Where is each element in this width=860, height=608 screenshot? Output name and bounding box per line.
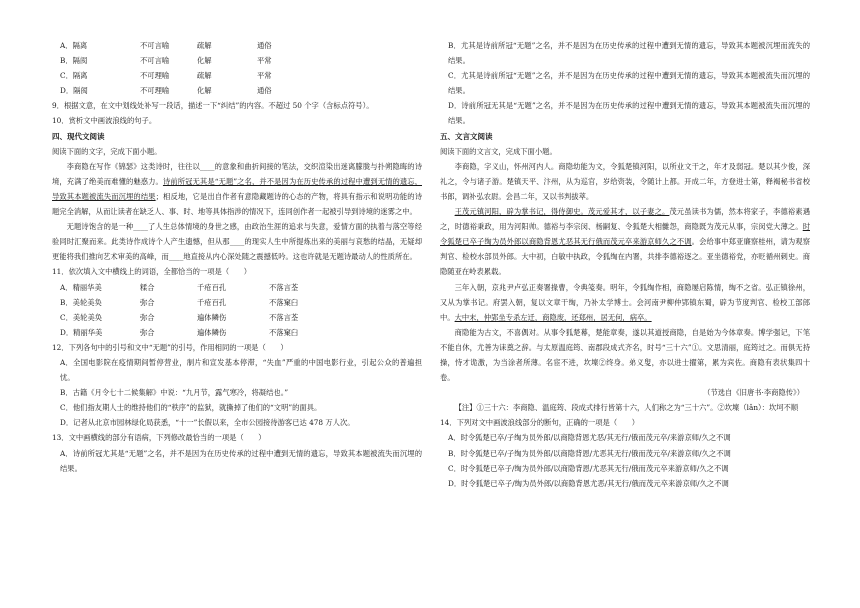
section-heading: 五、文言文阅读 (440, 131, 493, 141)
underlined-sentence: 大中末，仲郢坐专杀左迁，商隐废，还郑州，居无何，病卒。 (454, 312, 652, 322)
option-row: A．精丽华美 糅合 千疮百孔 不落言荃 (60, 282, 299, 292)
option-row: C．隔离 不可理喻 疏解 平常 (60, 71, 272, 81)
question-12-options (52, 355, 422, 430)
option-row: A．隔离 不可言喻 疏解 通俗 (60, 41, 272, 50)
option-d: D．时令狐楚已卒子/绹为员外郎/以商隐背恩尤恶/其无行/俄而茂元卒来游京师/久之不调 (448, 478, 729, 488)
question-11: 11．依次填入文中横线上的词语，全都恰当的一项是（ ） (52, 267, 252, 277)
question-13-options-cont (440, 38, 810, 129)
question-9: 9．根据文意，在文中划线处补写一段话，描述一下“纠结”的内容。不超过 50 个字（含标点符号）。 (52, 101, 374, 111)
classical-paragraph: 王茂元镇河阳，辟为掌书记，得侍御史。茂元爱其才，以子妻之。茂元虽读书为儒，然本将家子，李德裕素遇之，时德裕秉政，用为河阳帅。德裕与李宗闵、杨嗣复、令狐楚大相雠怨，商隐既为茂元从事，宗闵党大薄之。时令狐楚已卒子绹为员外郎以商隐背恩尤恶其无行俄而茂元卒来游京师久之不调。会给事中郑亚廉察桂州，请为观察判官、检校水部员外郎。大中初，白敏中执政，令狐绹在内署，共排李德裕逐之。亚坐德裕党，亦贬循州刺史。商隐随亚在岭表累载。 (440, 207, 811, 277)
option-row: B．美轮美奂 弥合 千疮百孔 不落窠臼 (60, 297, 299, 307)
passage-paragraph: 无题诗饱含的是一种____了人生总体情境的身世之感，由政治生涯的追求与失意，爱情方面的执着与落空等经验同时汇聚而来。此类诗作成诗个人产生遗憾，但从那____的现实人生中所提炼出来的美丽与哀愁的结晶，无疑却更能将我们推向艺术审美的高峰，而____地直接从内心深处随之震撼低吟。这也许就是无题诗最动人的性质所在。 (52, 222, 422, 262)
option-row: C．美轮美奂 弥合 遍体鳞伤 不落言荃 (60, 312, 299, 322)
section-heading: 四、现代文阅读 (52, 131, 105, 141)
question-10: 10．赏析文中画波浪线的句子。 (52, 116, 157, 126)
source-citation: （节选自《旧唐书·李商隐传》） (703, 388, 804, 398)
option-row: D．精丽华美 弥合 遍体鳞伤 不落窠臼 (60, 327, 299, 337)
option-row: B．隔阂 不可言喻 化解 平常 (60, 56, 272, 66)
reading-instruction: 阅读下面的文字，完成下面小题。 (52, 146, 162, 156)
wavy-underlined-sentence: 时令狐楚已卒子绹为员外郎以商隐背恩尤恶其无行俄而茂元卒来游京师久之不调 (440, 222, 810, 247)
question-14-options (440, 430, 810, 490)
question-14: 14．下列对文中画波浪线部分的断句，正确的一项是（ ） (440, 418, 640, 428)
left-column (52, 38, 422, 476)
option-c: C．尤其是诗前所冠“无题”之名，并不是因为在历史传承的过程中遭到无情的遗忘，导致其本题被流失而沉埋的结果。 (448, 71, 810, 96)
classical-paragraph: 商隐能为古文，不喜偶对。从事令狐楚幕，楚能章奏，遂以其道授商隐，自是始为今体章奏。博学强记，下笔不能自休，尤善为诔奠之辞。与太原温庭筠、南郡段成式齐名，时号“三十六”①。文思清丽，庭筠过之。而俱无持操，恃才诡激，为当涂者所薄。名宦不进，坎壈②终身。弟义叟，亦以进士擢第，累为宾佐。商隐有表状集四十卷。 (440, 327, 810, 383)
reading-instruction: 阅读下面的文言文，完成下面小题。 (440, 146, 557, 156)
option-a: A．时令狐楚已卒/子绹为员外郎/以商隐背恩尤恶/其无行/俄而茂元卒/来游京师/久之不调 (448, 433, 731, 443)
right-column (440, 38, 810, 491)
option-a: A．诗前所冠尤其是“无题”之名，并不是因为在历史传承的过程中遭到无情的遗忘，导致其本题被流失而沉埋的结果。 (60, 448, 422, 473)
underlined-sentence: 王茂元镇河阳，辟为掌书记，得侍御史。茂元爱其才，以子妻之。 (454, 207, 670, 217)
option-a: A．全国电影院在疫情期间暂停营业，制片和宣发基本停滞，“失血”严重的中国电影行业，引起公众的普遍担忧。 (60, 357, 422, 383)
question-12: 12．下列各句中的引号和文中“无题”的引号，作用相同的一项是（ ） (52, 342, 288, 352)
option-b: B．时令狐楚已卒/子绹为员外郎/以商隐背恩/尤恶其无行/俄而茂元卒/来游京师/久之不调 (448, 448, 731, 458)
footnote: 【注】①三十六：李商隐、温庭筠、段成式排行皆第十六，人们称之为“三十六”。②坎壈（lǎn）：坎坷不顺 (454, 403, 799, 413)
question-13: 13．文中画横线的部分有语病，下列修改最恰当的一项是（ ） (52, 433, 266, 443)
underlined-sentence: 诗前所冠无其是“无题”之名，并不是因为在历史传承的过程中遭到无情的遗忘，导致其本题被流失而沉埋的结果 (52, 176, 422, 201)
option-b: B．古籍《月令七十二候集解》中说：“九月节，露气寒冷，将凝结也。” (60, 388, 289, 398)
option-d: D．诗前所冠无其是“无题”之名，并不是因为在历史传承的过程中遭到无情的遗忘，导致其本题被流失而沉埋的结果。 (448, 101, 810, 126)
option-b: B．尤其是诗前所冠“无题”之名，并不是因为在历史传承的过程中遭到无情的遗忘，导致其本题被沉埋而流失的结果。 (448, 41, 810, 66)
option-row: D．隔阂 不可理喻 化解 通俗 (60, 86, 272, 96)
passage-paragraph: 李商隐在写作《锦瑟》这类诗时，往往以____的意象和曲折间接的笔法，交织渲染出迷离朦胧与扑朔隐晦的诗境，充满了绝美而难懂的魅惑力。诗前所冠无其是“无题”之名，并不是因为在历史传承的过程中遭到无情的遗忘，导致其本题被流失而沉埋的结果；相反地，它是出自作者有意隐藏题诗的心态的产物，将具有指示和说明功能的诗题完全消解，从而让读者在缺乏人、事、时、地等具体指涉的情况下，连同创作者一起被引导到诗境的迷雾之中。 (52, 161, 423, 217)
question-13-options (52, 446, 422, 476)
option-d: D．记者从北京市园林绿化局获悉，“十一”长假以来，全市公园接待游客已达 478 万人次。 (60, 418, 355, 428)
classical-paragraph: 三年入朝，京兆尹卢弘正奏署掾曹，令典笺奏。明年，令狐绹作相，商隐屡启陈情，绹不之省。弘正镇徐州，又从为掌书记。府罢入朝，复以文章干绹，乃补太学博士。会河南尹柳仲郢镇东蜀，辟为节度判官、检校工部郎中。大中末，仲郢坐专杀左迁，商隐废，还郑州，居无何，病卒。 (440, 282, 810, 322)
classical-paragraph: 李商隐，字义山，怀州河内人。商隐幼能为文，令狐楚镇河阳，以所业文干之，年才及弱冠。楚以其少俊，深礼之，令与诸子游。楚镇天平、汴州，从为巡官，岁给资装，令随计上都。开成二年，方登进士第，释褐秘书省校书郎，调补弘农尉。会昌二年，又以书判拔萃。 (440, 161, 810, 201)
option-c: C．他们指友期人士的维持他们的“秩序”的监狱，就撕掉了他们的“文明”的面具。 (60, 403, 322, 413)
option-c: C．时令狐楚已卒子/绹为员外郎/以商隐背恩/尤恶其无行/俄而茂元卒来游京师/久之不调 (448, 463, 729, 473)
